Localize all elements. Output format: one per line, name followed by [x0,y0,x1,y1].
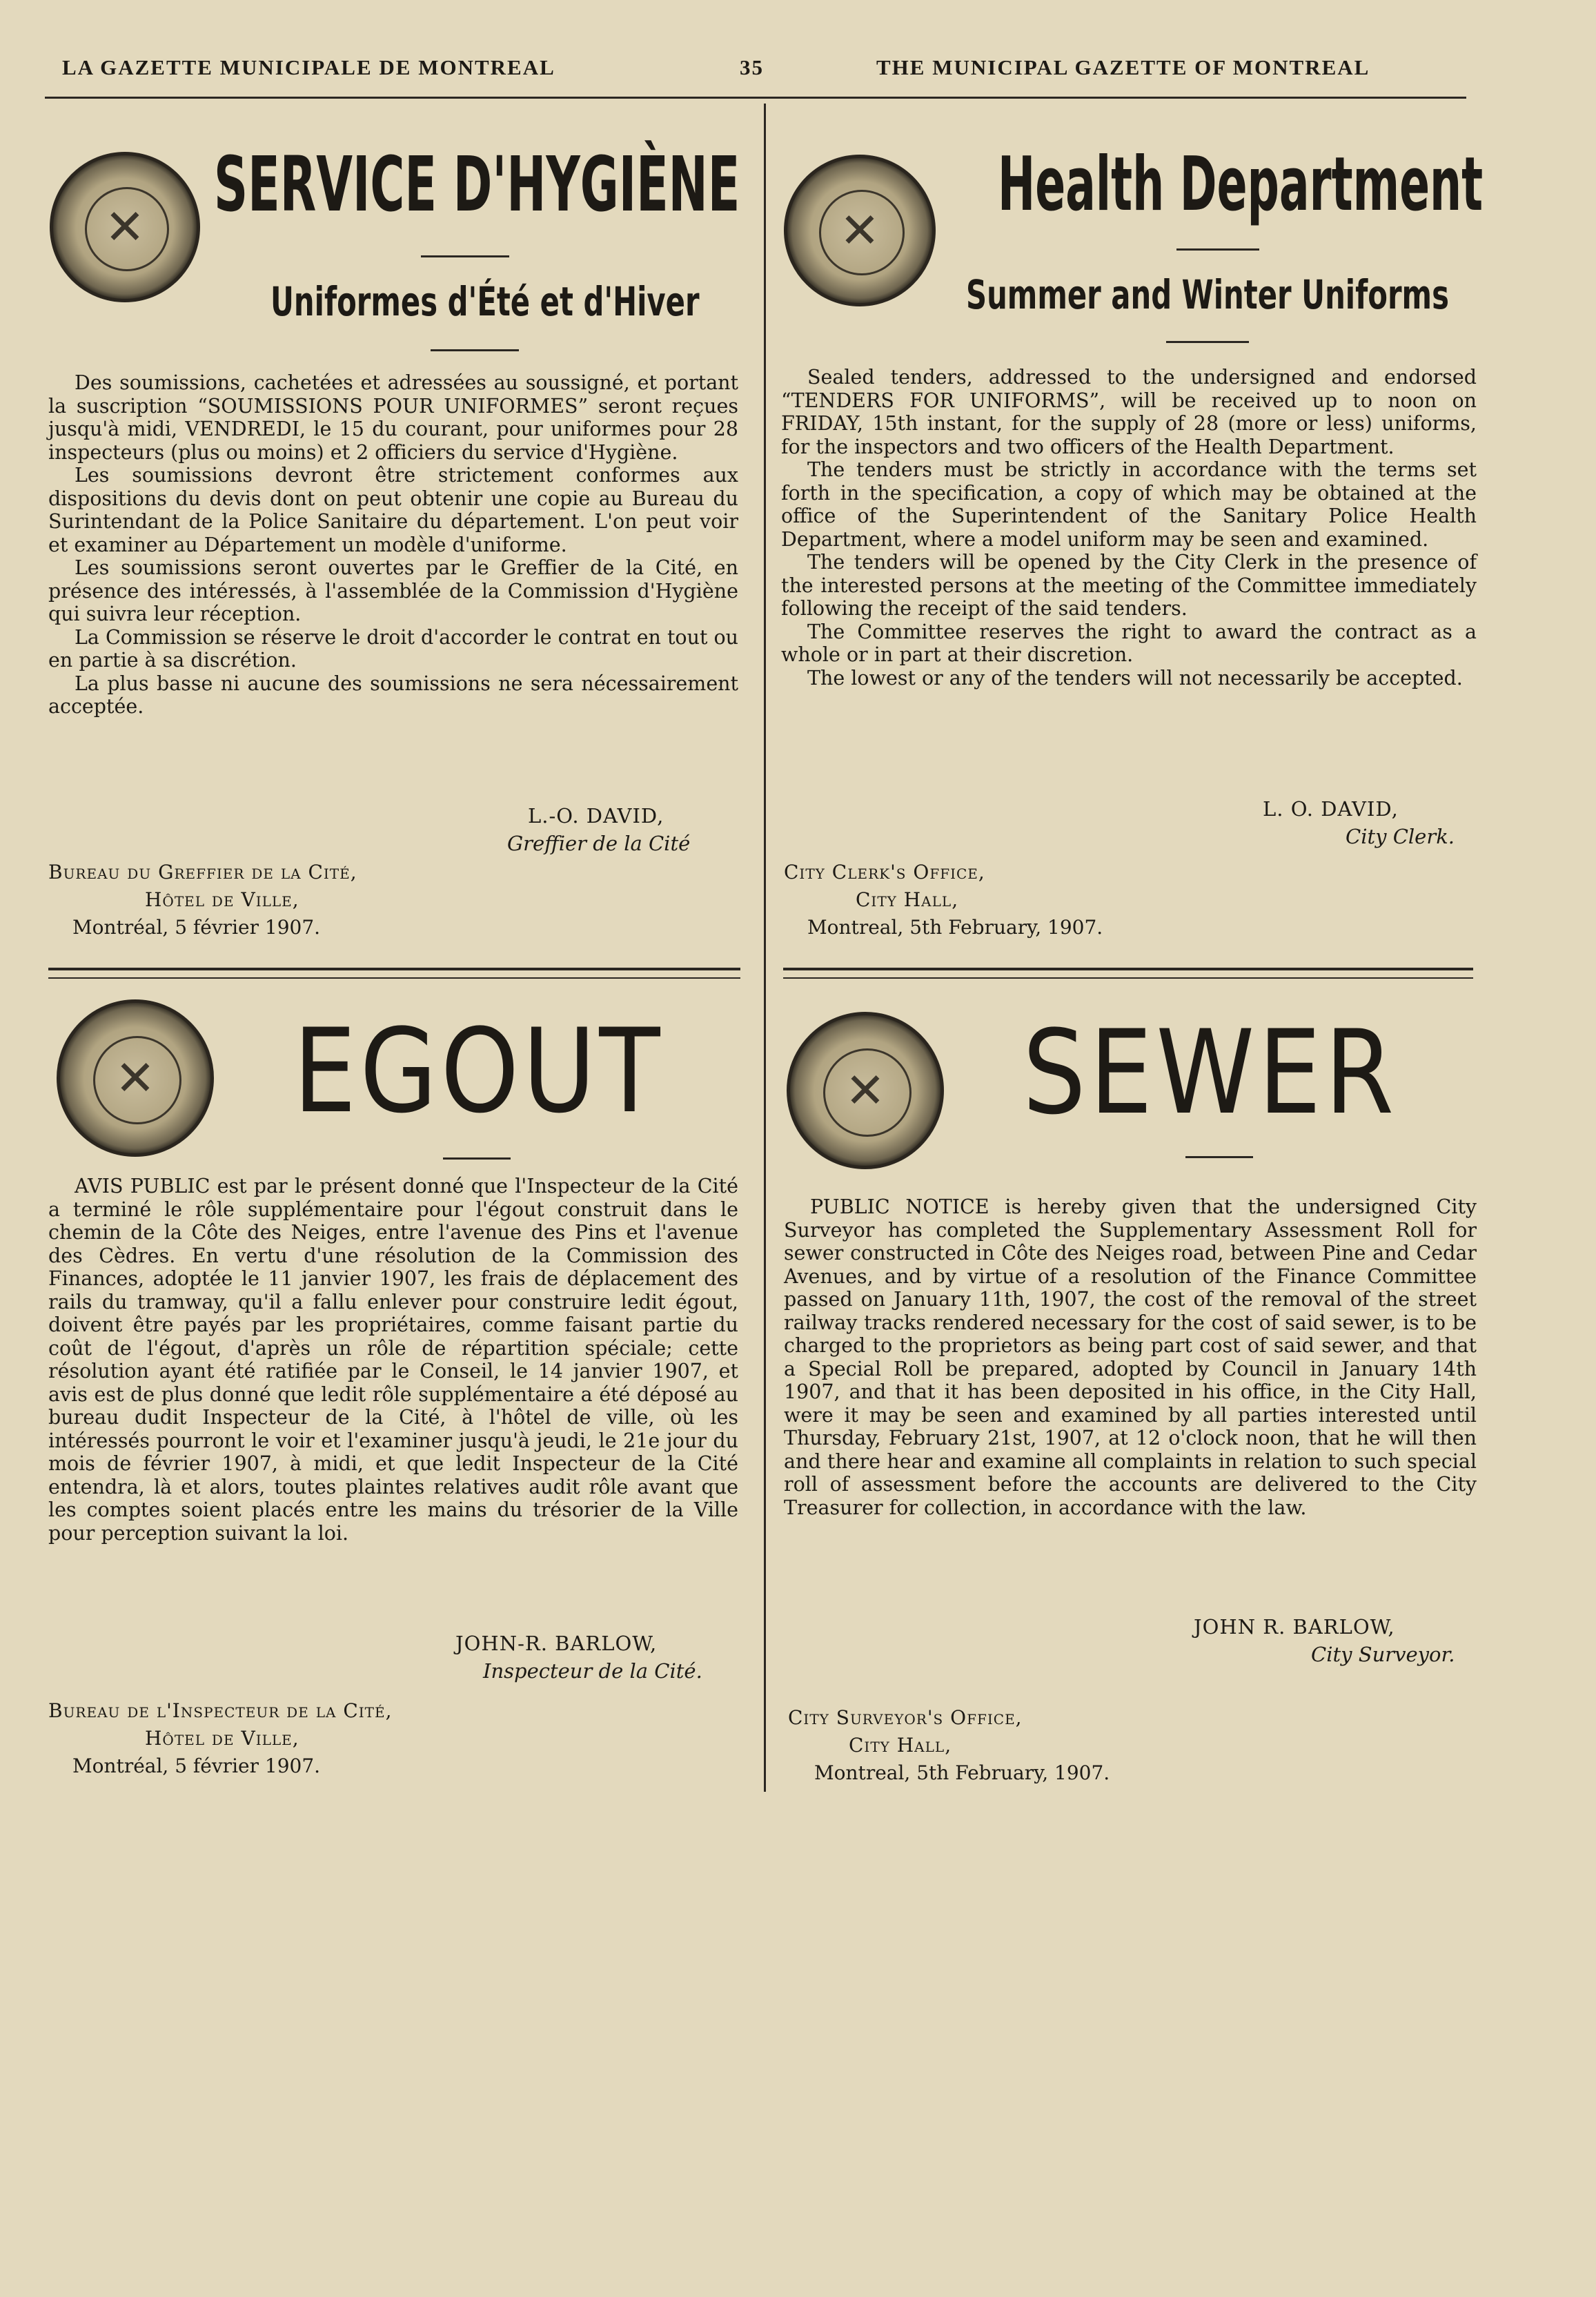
notice-title: SEWER [1023,1005,1398,1140]
notice-hygiene-fr [41,131,745,946]
signature-name: JOHN R. BARLOW, [1194,1615,1395,1639]
signature-name: L. O. DAVID, [1263,797,1399,821]
body-paragraph: The tenders will be opened by the City Clerk in the presence of the interested persons at the meeting of the Committee immediately following the receipt of the said tenders. [781,551,1477,620]
city-seal-emblem [57,999,214,1157]
city-seal-emblem [784,155,936,306]
title-divider [1176,248,1259,251]
notice-subtitle: Summer and Winter Uniforms [966,271,1449,318]
notice-title: SERVICE D'HYGIÈNE [214,140,740,228]
page-number: 35 [740,55,764,79]
body-paragraph: Les soumissions devront être strictement conformes aux dispositions du devis dont on peut obtenir une copie au Bureau du Surintendant de la Police Sanitaire du département. L'on peut voir et examiner au Département un modèle d'uniforme. [48,464,738,556]
notice-title: EGOUT [293,1004,664,1139]
office-building: Hôtel de Ville, [145,888,299,911]
body-paragraph: AVIS PUBLIC est par le présent donné que l'Inspecteur de la Cité a terminé le rôle supplémentaire pour l'égout construit dans le chemin de la Côte des Neiges, entre l'avenue des Pins et l'avenue des Cèdres. En vertu d'une résolution de la Commission des Finances, adoptée le 11 janvier 1907, les frais de déplacement des rails du tramway, qu'il a fallu enlever pour construire ledit égout, doivent être payés par les propriétaires, comme faisant partie du coût de l'égout, d'après un rôle de répartition spéciale; cette résolution ayant été ratifiée par le Conseil, le 14 janvier 1907, et avis est de plus donné que ledit rôle supplémentaire a été déposé au bureau dudit Inspecteur de la Cité, à l'hôtel de ville, où les intéressés pourront le voir et l'examiner jusqu'à jeudi, le 21e jour du mois de février 1907, à midi, et que ledit Inspecteur de la Cité entendra, là et alors, toutes plaintes relatives audit rôle avant que les comptes soient placés entre les mains du trésorier de la Ville pour perception suivant la loi. [48,1175,738,1545]
office-building: Hôtel de Ville, [145,1727,299,1750]
title-divider [1185,1156,1253,1158]
signature-title: City Surveyor. [1311,1643,1455,1666]
notice-sewer-en [780,987,1484,1801]
section-divider-right [783,968,1473,979]
title-divider [421,255,509,257]
office-address: Bureau du Greffier de la Cité, [48,861,357,883]
header-right-title: THE MUNICIPAL GAZETTE OF MONTREAL [876,55,1370,79]
notice-date: Montréal, 5 février 1907. [72,916,321,939]
body-paragraph: La Commission se réserve le droit d'accorder le contrat en tout ou en partie à sa discrétion. [48,625,738,672]
signature-name: L.-O. DAVID, [528,804,664,828]
notice-body [48,371,738,719]
signature-title: Greffier de la Cité [507,832,691,855]
subtitle-divider [431,349,519,351]
notice-body [48,1175,738,1545]
office-address: City Surveyor's Office, [788,1706,1023,1729]
notice-date: Montreal, 5th February, 1907. [807,916,1103,939]
notice-egout-fr [41,987,745,1801]
office-address: Bureau de l'Inspecteur de la Cité, [48,1699,393,1722]
body-paragraph: PUBLIC NOTICE is hereby given that the undersigned City Surveyor has completed the Supplementary Assessment Roll for sewer constructed in Côte des Neiges road, between Pine and Cedar Avenues, and by virtue of a resolution of the Finance Committee passed on January 11th, 1907, the cost of the removal of the street railway tracks rendered necessary for the cost of said sewer, is to be charged to the proprietors as being part cost of said sewer, and that a Special Roll be prepared, adopted by Council in January 14th 1907, and that it has been deposited in his office, in the City Hall, were it may be seen and examined by all parties interested until Thursday, February 21st, 1907, at 12 o'clock noon, that he will then and there hear and examine all complaints in relation to such special roll of assessment before the accounts are delivered to the City Treasurer for collection, in accordance with the law. [784,1195,1477,1519]
office-building: City Hall, [856,888,959,911]
signature-title: Inspecteur de la Cité. [483,1659,702,1683]
notice-date: Montreal, 5th February, 1907. [814,1761,1110,1784]
office-address: City Clerk's Office, [784,861,985,883]
body-paragraph: The tenders must be strictly in accordance with the terms set forth in the specification, a copy of which may be obtained at the office of the Superintendent of the Sanitary Police Health Department, where a model uniform may be seen and examined. [781,458,1477,551]
section-divider-left [48,968,740,979]
body-paragraph: La plus basse ni aucune des soumissions ne sera nécessairement acceptée. [48,672,738,718]
column-divider [764,104,766,1792]
subtitle-divider [1166,341,1249,343]
notice-title: Health Department [998,141,1484,228]
office-building: City Hall, [849,1734,952,1757]
notice-subtitle: Uniformes d'Été et d'Hiver [270,278,700,325]
notice-body [781,366,1477,690]
body-paragraph: Les soumissions seront ouvertes par le Greffier de la Cité, en présence des intéressés, à l'assemblée de la Commission d'Hygiène qui suivra leur réception. [48,556,738,625]
body-paragraph: The lowest or any of the tenders will not necessarily be accepted. [807,666,1463,690]
body-paragraph: Des soumissions, cachetées et adressées au soussigné, et portant la suscription “SOUMISSIONS POUR UNIFORMES” seront reçues jusqu'à midi, VENDREDI, le 15 du courant, pour uniformes pour 28 inspecteurs (plus ou moins) et 2 officiers du service d'Hygiène. [48,371,738,464]
title-divider [443,1157,511,1160]
header-left-title: LA GAZETTE MUNICIPALE DE MONTREAL [62,55,555,79]
signature-title: City Clerk. [1346,825,1455,848]
header-rule [45,97,1466,99]
notice-body [784,1195,1477,1519]
signature-name: JOHN-R. BARLOW, [455,1632,658,1655]
body-paragraph: Sealed tenders, addressed to the undersigned and endorsed “TENDERS FOR UNIFORMS”, will be received up to noon on FRIDAY, 15th instant, for the supply of 28 (more or less) uniforms, for the inspectors and two officers of the Health Department. [781,366,1477,458]
notice-date: Montréal, 5 février 1907. [72,1754,321,1777]
city-seal-emblem [787,1012,944,1169]
body-paragraph: The Committee reserves the right to award the contract as a whole or in part at their discretion. [781,620,1477,666]
city-seal-emblem [50,152,200,302]
notice-health-en [780,131,1484,946]
page-header [62,55,1452,90]
